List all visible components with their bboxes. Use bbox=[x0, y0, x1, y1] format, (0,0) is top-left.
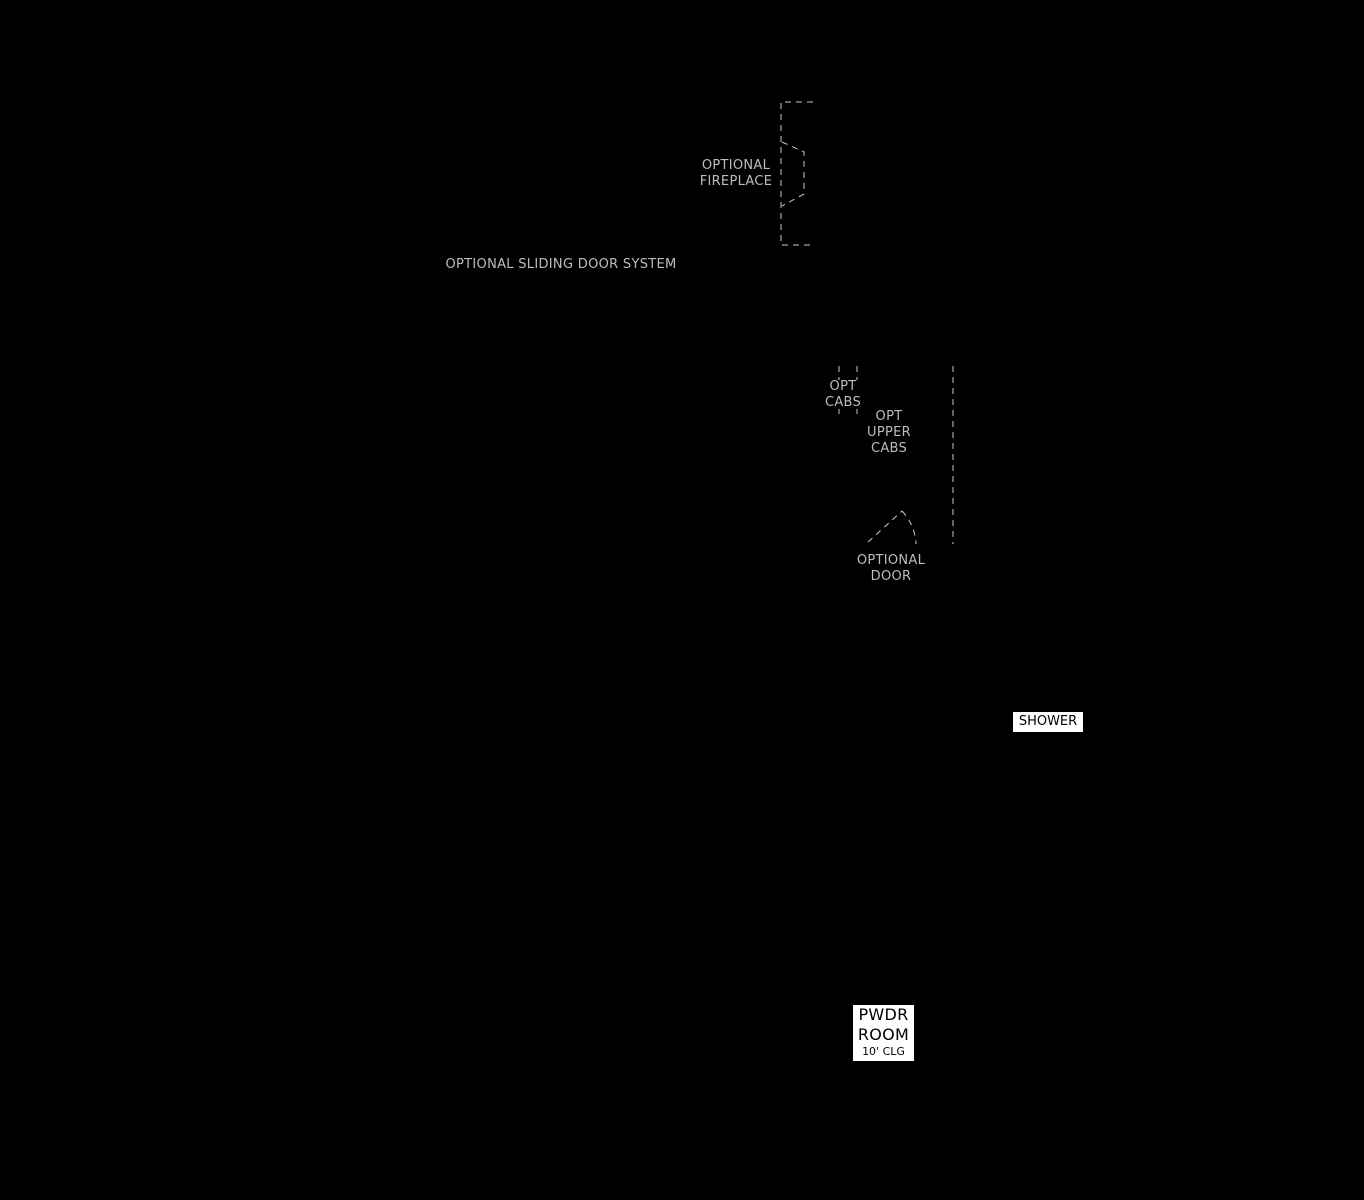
optional-door-line2: DOOR bbox=[870, 569, 912, 584]
powder-room-name-line1: PWDR bbox=[858, 1005, 909, 1024]
opt-upper-cabs-line1: OPT bbox=[875, 409, 903, 424]
powder-room-name-line2: ROOM bbox=[857, 1025, 910, 1044]
fireplace-label-line2: FIREPLACE bbox=[699, 174, 773, 189]
opt-cabs-line2: CABS bbox=[824, 395, 862, 410]
optional-door-swing bbox=[902, 511, 916, 544]
fireplace-outline bbox=[781, 102, 813, 245]
optional-door-line1: OPTIONAL bbox=[856, 553, 926, 568]
fireplace-hearth bbox=[782, 142, 804, 206]
fireplace-label-line1: OPTIONAL bbox=[701, 158, 771, 173]
optional-door-leaf bbox=[868, 511, 902, 542]
opt-cabs-line1: OPT bbox=[829, 379, 857, 394]
optional-sliding-door-label: OPTIONAL SLIDING DOOR SYSTEM bbox=[445, 257, 677, 272]
powder-room-ceiling-height: 10' CLG bbox=[862, 1045, 905, 1058]
opt-cabs-label bbox=[818, 379, 868, 411]
opt-upper-cabs-line3: CABS bbox=[870, 441, 908, 456]
shower-room-tag: SHOWER bbox=[1013, 712, 1083, 732]
opt-upper-cabs-label bbox=[858, 409, 920, 457]
opt-upper-cabs-line2: UPPER bbox=[867, 425, 911, 440]
optional-fireplace-label bbox=[692, 158, 780, 190]
powder-room-tag bbox=[853, 1005, 914, 1061]
optional-door-label bbox=[846, 553, 936, 585]
